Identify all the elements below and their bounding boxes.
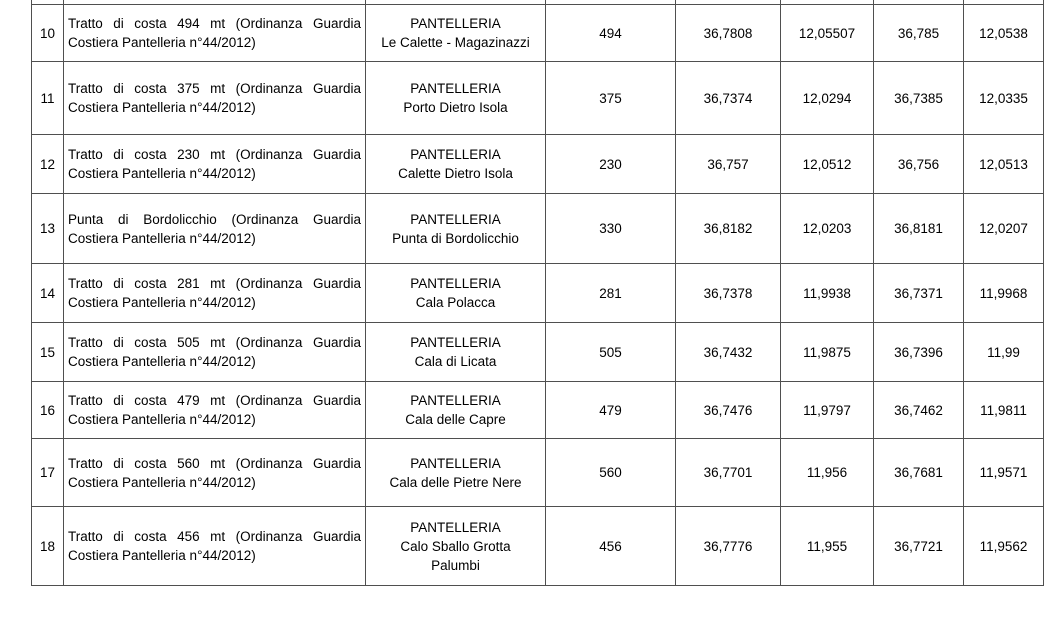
lat-end-cell: 36,8181 (874, 194, 964, 264)
table-row (32, 507, 1044, 586)
description-cell: Tratto di costa 479 mt (Ordinanza Guardia Costiera Pantelleria n°44/2012) (64, 382, 366, 439)
lat-end-cell: 36,7462 (874, 382, 964, 439)
row-number-cell: 10 (32, 5, 64, 62)
lat-start-cell: 36,757 (676, 135, 781, 194)
location-line: PANTELLERIA (410, 16, 501, 31)
location-line: Cala di Licata (414, 354, 497, 369)
location-line: Le Calette - Magazinazzi (381, 35, 530, 50)
lon-start-cell: 12,0512 (781, 135, 874, 194)
table-row (32, 264, 1044, 323)
location-cell (366, 439, 546, 507)
location-line: Porto Dietro Isola (403, 100, 508, 115)
lon-start-cell: 11,9938 (781, 264, 874, 323)
row-number-cell: 12 (32, 135, 64, 194)
lat-end-cell: 36,7396 (874, 323, 964, 382)
location-line: PANTELLERIA (410, 455, 501, 471)
location-cell (366, 62, 546, 135)
length-cell: 330 (546, 194, 676, 264)
description-cell: Tratto di costa 505 mt (Ordinanza Guardia Costiera Pantelleria n°44/2012) (64, 323, 366, 382)
lon-start-cell: 12,0294 (781, 62, 874, 135)
row-number-cell: 15 (32, 323, 64, 382)
length-cell: 281 (546, 264, 676, 323)
location-line: PANTELLERIA (410, 393, 501, 408)
location-cell (366, 5, 546, 62)
table-row (32, 439, 1044, 507)
location-line: Calo Sballo Grotta (400, 538, 511, 554)
length-cell: 456 (546, 507, 676, 586)
lat-start-cell: 36,7808 (676, 5, 781, 62)
table-row (32, 194, 1044, 264)
location-line: PANTELLERIA (410, 81, 501, 96)
row-number-cell: 11 (32, 62, 64, 135)
lat-end-cell: 36,7721 (874, 507, 964, 586)
location-line: PANTELLERIA (410, 211, 501, 227)
location-line: PANTELLERIA (410, 147, 501, 162)
table-row (32, 62, 1044, 135)
location-line: Punta di Bordolicchio (392, 230, 519, 246)
location-cell (366, 323, 546, 382)
lat-start-cell: 36,7432 (676, 323, 781, 382)
description-cell: Tratto di costa 281 mt (Ordinanza Guardia Costiera Pantelleria n°44/2012) (64, 264, 366, 323)
location-line: Palumbi (431, 557, 480, 573)
lat-start-cell: 36,7378 (676, 264, 781, 323)
row-number-cell: 17 (32, 439, 64, 507)
description-cell: Tratto di costa 494 mt (Ordinanza Guardia Costiera Pantelleria n°44/2012) (64, 5, 366, 62)
lon-start-cell: 11,956 (781, 439, 874, 507)
lat-end-cell: 36,7371 (874, 264, 964, 323)
lon-end-cell: 11,99 (964, 323, 1044, 382)
length-cell: 479 (546, 382, 676, 439)
location-line: Cala Polacca (415, 295, 496, 310)
description-cell: Tratto di costa 560 mt (Ordinanza Guardia Costiera Pantelleria n°44/2012) (64, 439, 366, 507)
length-cell: 230 (546, 135, 676, 194)
row-number-cell: 18 (32, 507, 64, 586)
table-row (32, 5, 1044, 62)
length-cell: 494 (546, 5, 676, 62)
location-cell (366, 135, 546, 194)
description-cell: Tratto di costa 375 mt (Ordinanza Guardia Costiera Pantelleria n°44/2012) (64, 62, 366, 135)
length-cell: 375 (546, 62, 676, 135)
lat-start-cell: 36,7776 (676, 507, 781, 586)
lon-end-cell: 12,0335 (964, 62, 1044, 135)
lat-start-cell: 36,7374 (676, 62, 781, 135)
lon-start-cell: 12,0203 (781, 194, 874, 264)
location-cell (366, 264, 546, 323)
coast-segments-table (31, 0, 1044, 586)
row-number-cell: 16 (32, 382, 64, 439)
row-number-cell: 13 (32, 194, 64, 264)
lat-end-cell: 36,785 (874, 5, 964, 62)
lon-end-cell: 11,9811 (964, 382, 1044, 439)
location-line: Calette Dietro Isola (398, 166, 513, 181)
table-row (32, 135, 1044, 194)
description-cell: Punta di Bordolicchio (Ordinanza Guardia Costiera Pantelleria n°44/2012) (64, 194, 366, 264)
lon-end-cell: 11,9968 (964, 264, 1044, 323)
lat-start-cell: 36,7476 (676, 382, 781, 439)
location-line: PANTELLERIA (410, 335, 501, 350)
lat-end-cell: 36,756 (874, 135, 964, 194)
lon-start-cell: 11,9875 (781, 323, 874, 382)
lon-start-cell: 12,05507 (781, 5, 874, 62)
lon-end-cell: 12,0538 (964, 5, 1044, 62)
lat-start-cell: 36,8182 (676, 194, 781, 264)
lon-end-cell: 12,0207 (964, 194, 1044, 264)
description-cell: Tratto di costa 230 mt (Ordinanza Guardia Costiera Pantelleria n°44/2012) (64, 135, 366, 194)
lat-end-cell: 36,7681 (874, 439, 964, 507)
description-cell: Tratto di costa 456 mt (Ordinanza Guardia Costiera Pantelleria n°44/2012) (64, 507, 366, 586)
location-cell (366, 382, 546, 439)
lon-start-cell: 11,9797 (781, 382, 874, 439)
lon-end-cell: 11,9562 (964, 507, 1044, 586)
location-line: PANTELLERIA (410, 519, 501, 535)
location-cell (366, 507, 546, 586)
row-number-cell: 14 (32, 264, 64, 323)
lat-end-cell: 36,7385 (874, 62, 964, 135)
length-cell: 505 (546, 323, 676, 382)
location-line: Cala delle Capre (405, 412, 506, 427)
lat-start-cell: 36,7701 (676, 439, 781, 507)
lon-start-cell: 11,955 (781, 507, 874, 586)
lon-end-cell: 11,9571 (964, 439, 1044, 507)
table-row (32, 323, 1044, 382)
table-row (32, 382, 1044, 439)
length-cell: 560 (546, 439, 676, 507)
lon-end-cell: 12,0513 (964, 135, 1044, 194)
location-line: PANTELLERIA (410, 276, 501, 291)
location-cell (366, 194, 546, 264)
location-line: Cala delle Pietre Nere (389, 474, 522, 490)
